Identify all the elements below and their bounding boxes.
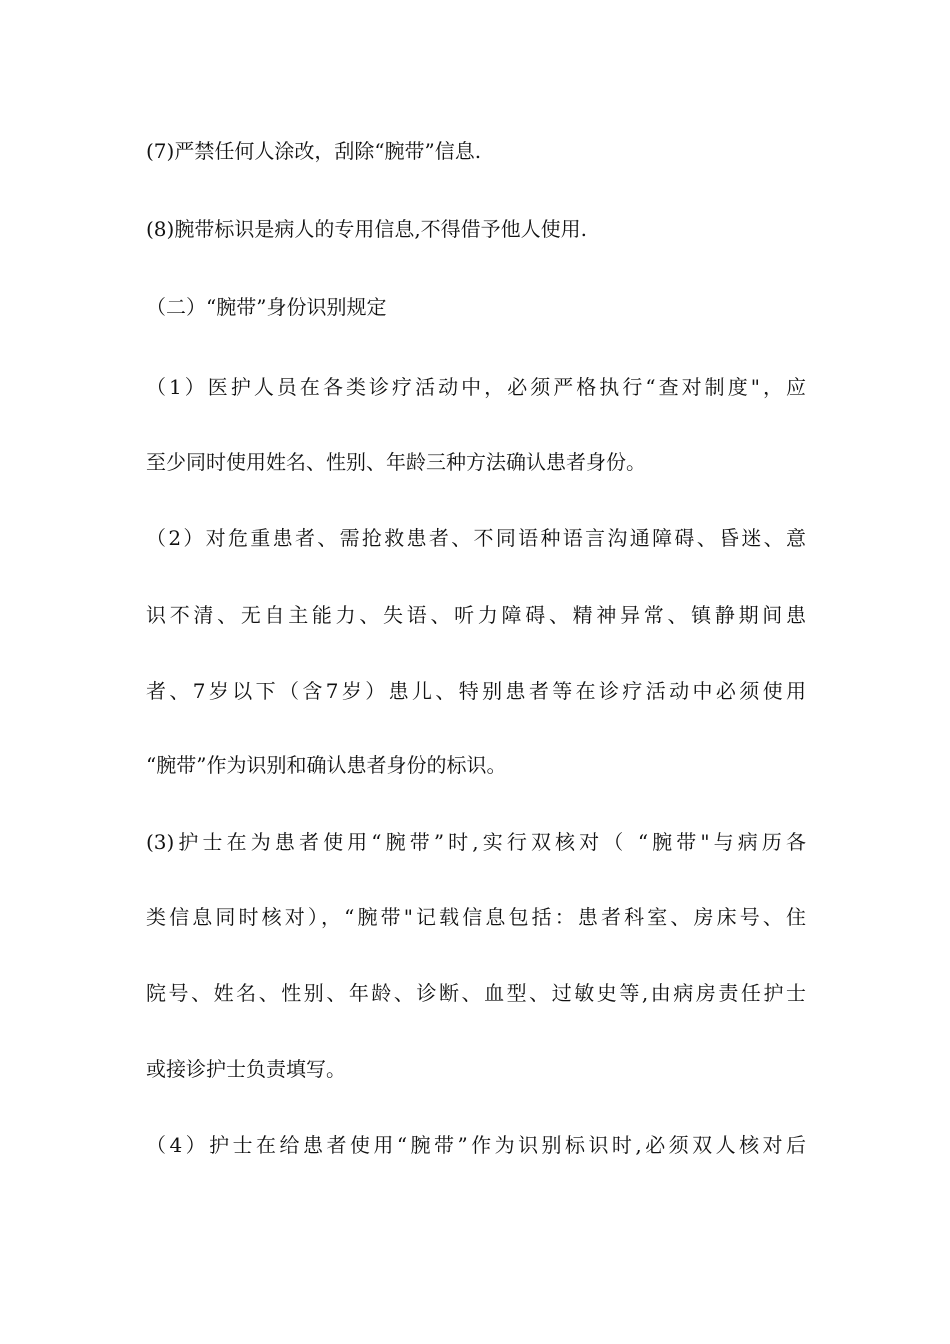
paragraph-line: (3)护士在为患者使用“腕带”时,实行双核对（ “腕带"与病历各 [146, 830, 806, 854]
paragraph-line: 者、7岁以下（含7岁）患儿、特别患者等在诊疗活动中必须使用 [146, 679, 806, 703]
paragraph-line: 识不清、无自主能力、失语、听力障碍、精神异常、镇静期间患 [146, 603, 806, 627]
paragraph-line: (8)腕带标识是病人的专用信息,不得借予他人使用. [146, 217, 588, 241]
section-heading: （二）“腕带”身份识别规定 [146, 295, 387, 319]
paragraph-line: 至少同时使用姓名、性别、年龄三种方法确认患者身份。 [146, 450, 646, 474]
paragraph-line: 院号、姓名、性别、年龄、诊断、血型、过敏史等,由病房责任护士 [146, 981, 806, 1005]
paragraph-line: (7)严禁任何人涂改，刮除“腕带”信息. [146, 139, 482, 163]
paragraph-line: 或接诊护士负责填写。 [146, 1057, 346, 1081]
paragraph-line: （1）医护人员在各类诊疗活动中，必须严格执行“查对制度"，应 [146, 375, 806, 399]
paragraph-line: （2）对危重患者、需抢救患者、不同语种语言沟通障碍、昏迷、意 [146, 526, 806, 550]
paragraph-line: 类信息同时核对），“腕带"记载信息包括：患者科室、房床号、住 [146, 905, 806, 929]
paragraph-line: （4）护士在给患者使用“腕带”作为识别标识时,必须双人核对后 [146, 1133, 806, 1157]
paragraph-line: “腕带”作为识别和确认患者身份的标识。 [146, 753, 507, 777]
